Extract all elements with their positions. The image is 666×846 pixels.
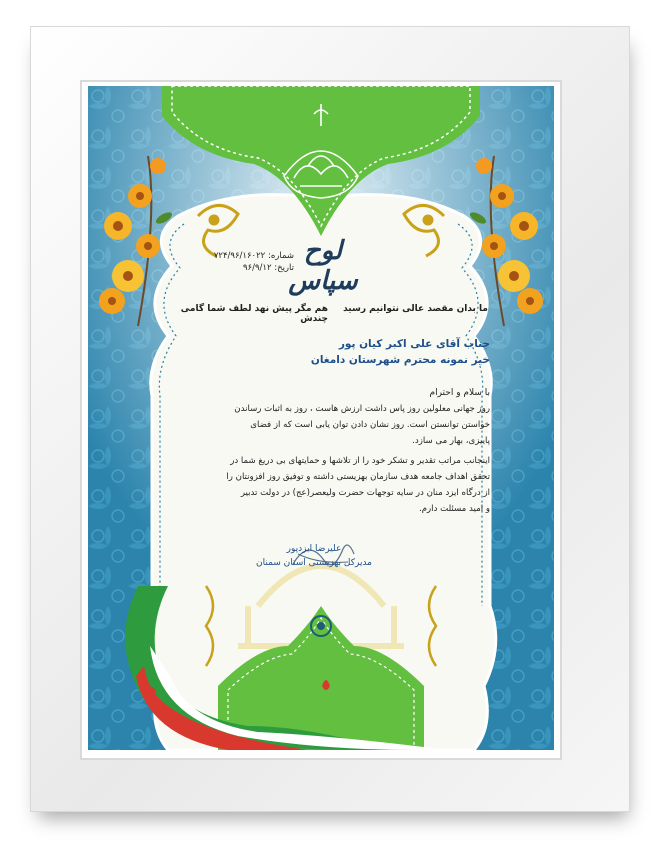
poem-left: هم مگر پیش نهد لطف شما گامی چندش xyxy=(180,304,328,324)
body-line: روز جهانی معلولین روز پاس داشت ارزش هاست ، روز به اثبات رساندن xyxy=(234,404,490,414)
body-line: تحقق اهداف جامعه هدف سازمان بهزیستی داشته و توفیق روز افزونتان را xyxy=(226,472,490,482)
recipient-title: خیر نمونه محترم شهرستان دامغان xyxy=(310,354,490,366)
body-line: خواستن توانستن است. روز نشان دادن توان یابی است که از فضای xyxy=(250,420,490,430)
recipient-name: جناب آقای علی اکبر کیان پور xyxy=(338,338,490,350)
certificate xyxy=(88,86,554,750)
certificate-title: لوح سپاس xyxy=(288,236,358,296)
body-line: و امید مسئلت دارم. xyxy=(418,504,490,514)
body-line: پاییزی، بهار می سازد. xyxy=(412,436,490,446)
letter-date: تاریخ: ۹۶/۹/۱۲ xyxy=(242,263,294,273)
body-line: اینجانب مراتب تقدیر و تشکر خود را از تلاشها و حمایتهای بی دریغ شما در xyxy=(230,456,490,466)
letter-number: شماره: ۷۲۴/۹۶/۱۶۰۲۲ xyxy=(213,251,294,261)
greeting: با سلام و احترام xyxy=(429,388,490,398)
poem-right: ما بدان مقصد عالی نتوانیم رسید xyxy=(343,304,488,314)
certificate-artwork xyxy=(88,86,554,750)
signature-scribble xyxy=(288,534,358,574)
signer-name: علیرضا ایزدپور xyxy=(286,544,342,554)
signer-title: مدیرکل بهزیستی استان سمنان xyxy=(256,558,372,568)
body-line: از درگاه ایزد منان در سایه توجهات حضرت ولیعصر(عج) در دولت تدبیر xyxy=(240,488,490,498)
